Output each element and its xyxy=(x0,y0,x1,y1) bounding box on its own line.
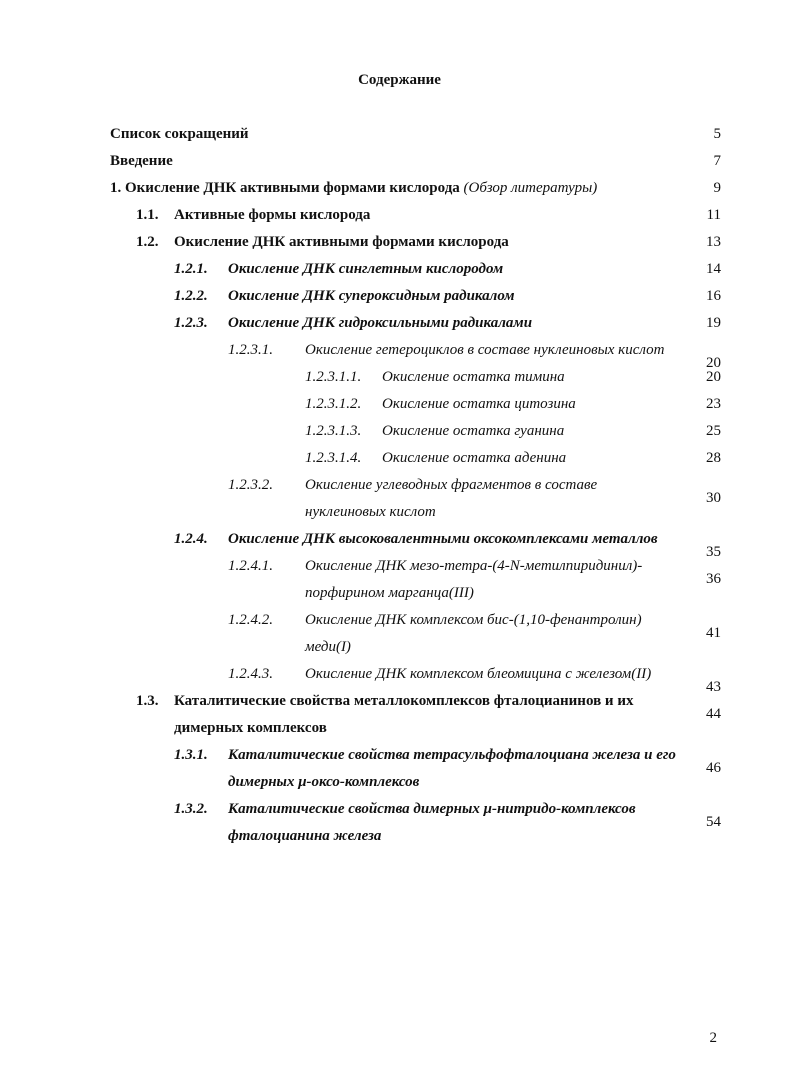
toc-entry-text: Список сокращений xyxy=(110,126,249,142)
toc-entry-text: Окисление ДНК синглетным кислородом xyxy=(228,261,504,277)
toc-entry-1-3[interactable] xyxy=(0,688,799,742)
toc-entry-number: 1.2.3.1.1. xyxy=(305,369,362,385)
toc-entry-1-2[interactable] xyxy=(0,229,799,256)
toc-entry-number: 1.2.3.1.3. xyxy=(305,423,362,439)
toc-entry-page: 9 xyxy=(713,180,721,196)
toc-entry-text: Окисление ДНК комплексом бис-(1,10-фенантролин) меди(I) xyxy=(305,612,642,655)
toc-entry-page: 54 xyxy=(706,814,721,830)
toc-entry-number: 1.2.3.1.4. xyxy=(305,450,362,466)
toc-entry-abbreviations[interactable] xyxy=(0,121,799,148)
toc-entry-text: Окисление ДНК комплексом блеомицина с железом(II) xyxy=(305,666,652,682)
toc-entry-page: 5 xyxy=(713,126,721,142)
toc-entry-page: 20 xyxy=(706,369,721,385)
table-of-contents xyxy=(0,121,799,850)
toc-entry-number: 1.2.3. xyxy=(174,315,208,331)
toc-entry-text: Окисление остатка аденина xyxy=(382,450,567,466)
toc-entry-1-2-3-1-3[interactable] xyxy=(0,418,799,445)
toc-entry-text: Окисление гетероциклов в составе нуклеиновых кислот xyxy=(305,342,665,358)
toc-entry-1-2-3-1-4[interactable] xyxy=(0,445,799,472)
toc-entry-1-2-4-3[interactable] xyxy=(0,661,799,695)
toc-entry-1-2-3-2[interactable] xyxy=(0,472,799,526)
toc-entry-1-2-3-1-1[interactable] xyxy=(0,364,799,391)
toc-entry-introduction[interactable] xyxy=(0,148,799,175)
toc-entry-text-wrap xyxy=(110,175,690,202)
toc-entry-page: 7 xyxy=(713,153,721,169)
toc-entry-number: 1.2.4.2. xyxy=(228,612,273,628)
toc-entry-1-2-4-2[interactable] xyxy=(0,607,799,661)
toc-entry-number: 1.2.4.1. xyxy=(228,558,273,574)
toc-entry-number: 1.3.1. xyxy=(174,747,208,763)
toc-entry-chapter-1[interactable] xyxy=(0,175,799,202)
toc-entry-1-1[interactable] xyxy=(0,202,799,229)
toc-entry-1-2-4[interactable] xyxy=(0,526,799,560)
toc-entry-text: Окисление ДНК гидроксильными радикалами xyxy=(228,315,533,331)
toc-entry-text: Окисление углеводных фрагментов в составе нуклеиновых кислот xyxy=(305,477,598,520)
toc-entry-text: Окисление остатка гуанина xyxy=(382,423,565,439)
toc-entry-page: 20 xyxy=(706,355,721,371)
toc-entry-page: 19 xyxy=(706,315,721,331)
toc-entry-number: 1.3. xyxy=(136,693,159,709)
toc-entry-page: 35 xyxy=(706,544,721,560)
toc-entry-number: 1.2.3.2. xyxy=(228,477,273,493)
toc-entry-number: 1.2.4. xyxy=(174,531,208,547)
toc-entry-text: Окисление ДНК высоковалентными оксокомплексами металлов xyxy=(228,531,658,547)
toc-entry-number: 1.2.3.1.2. xyxy=(305,396,362,412)
toc-entry-1-2-1[interactable] xyxy=(0,256,799,283)
toc-entry-text: Введение xyxy=(110,153,173,169)
toc-entry-text: Окисление остатка цитозина xyxy=(382,396,576,412)
toc-entry-text: Окисление ДНК супероксидным радикалом xyxy=(228,288,515,304)
toc-entry-page: 23 xyxy=(706,396,721,412)
toc-entry-page: 46 xyxy=(706,760,721,776)
toc-entry-page: 16 xyxy=(706,288,721,304)
toc-entry-text: Активные формы кислорода xyxy=(174,207,371,223)
page-number: 2 xyxy=(709,1030,717,1046)
toc-entry-1-2-3-1[interactable] xyxy=(0,337,799,371)
toc-entry-page: 43 xyxy=(706,679,721,695)
toc-entry-text-suffix: (Обзор литературы) xyxy=(463,180,598,196)
toc-entry-1-3-1[interactable] xyxy=(0,742,799,796)
toc-entry-page: 44 xyxy=(706,706,721,722)
toc-entry-text: Каталитические свойства димерных μ-нитридо-комплексов фталоцианина железа xyxy=(228,801,636,844)
toc-entry-1-2-3[interactable] xyxy=(0,310,799,337)
toc-entry-text: Окисление ДНК активными формами кислорода xyxy=(174,234,509,250)
toc-entry-number: 1.1. xyxy=(136,207,159,223)
toc-entry-number: 1.3.2. xyxy=(174,801,208,817)
toc-entry-page: 13 xyxy=(706,234,721,250)
toc-entry-text: 1. Окисление ДНК активными формами кислорода xyxy=(110,180,460,196)
toc-entry-page: 41 xyxy=(706,625,721,641)
toc-entry-1-2-2[interactable] xyxy=(0,283,799,310)
toc-entry-page: 14 xyxy=(706,261,721,277)
toc-entry-text: Окисление остатка тимина xyxy=(382,369,565,385)
toc-entry-number: 1.2.1. xyxy=(174,261,208,277)
toc-entry-page: 11 xyxy=(706,207,721,223)
toc-entry-number: 1.2.4.3. xyxy=(228,666,273,682)
toc-entry-number: 1.2. xyxy=(136,234,159,250)
toc-entry-page: 28 xyxy=(706,450,721,466)
toc-entry-number: 1.2.2. xyxy=(174,288,208,304)
toc-entry-text: Каталитические свойства металлокомплексов фталоцианинов и их димерных комплексов xyxy=(174,693,634,736)
toc-entry-page: 30 xyxy=(706,490,721,506)
toc-entry-text: Окисление ДНК мезо-тетра-(4-N-метилпиридинил)-порфирином марганца(III) xyxy=(305,558,643,601)
toc-entry-1-3-2[interactable] xyxy=(0,796,799,850)
toc-entry-1-2-4-1[interactable] xyxy=(0,553,799,607)
page-title: Содержание xyxy=(358,72,441,88)
toc-entry-page: 25 xyxy=(706,423,721,439)
toc-entry-page: 36 xyxy=(706,571,721,587)
toc-entry-1-2-3-1-2[interactable] xyxy=(0,391,799,418)
toc-entry-text: Каталитические свойства тетрасульфофталоциана железа и его димерных μ-оксо-комплексов xyxy=(228,747,676,790)
toc-entry-number: 1.2.3.1. xyxy=(228,342,273,358)
